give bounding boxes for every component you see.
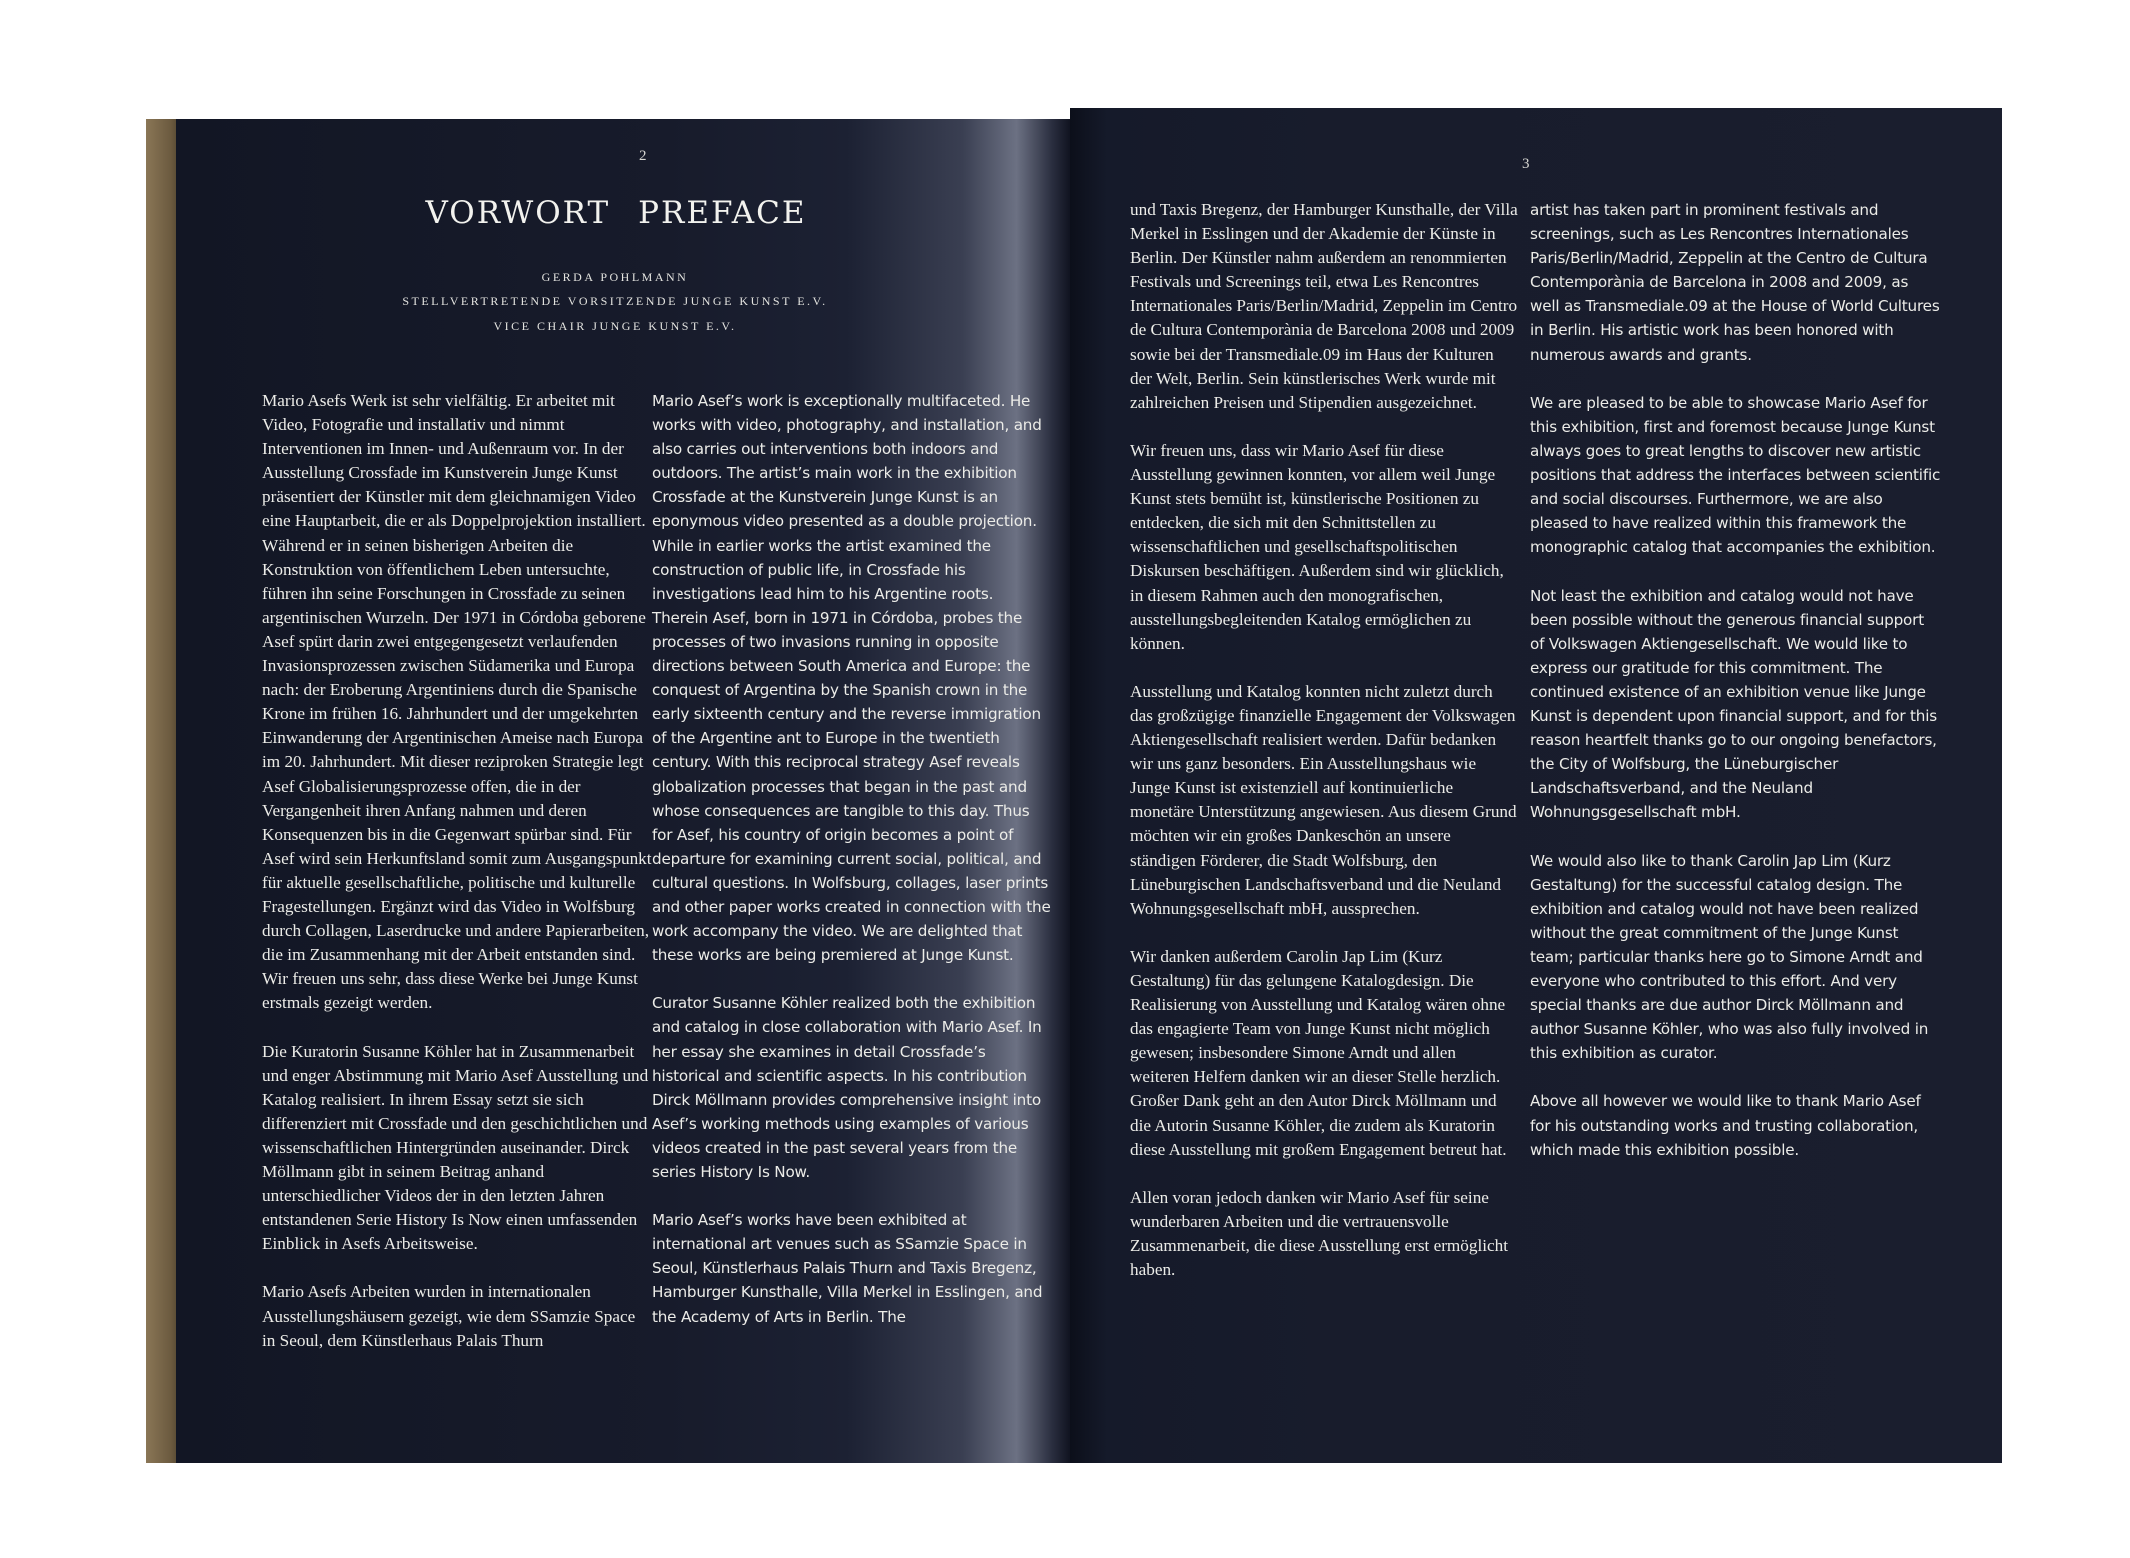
paragraph: Above all however we would like to thank Mario Asef for his outstanding works and trusting collaboration, which made this exhibition possible. <box>1530 1092 1921 1159</box>
paragraph: Mario Asefs Arbeiten wurden in internationalen Ausstellungshäusern gezeigt, wie dem SSamzie Space in Seoul, dem Künstlerhaus Palais Thurn <box>262 1282 636 1350</box>
page-number: 2 <box>639 148 647 164</box>
title-english: PREFACE <box>638 195 807 231</box>
paragraph: Ausstellung und Katalog konnten nicht zuletzt durch das großzügige finanzielle Engagement der Volkswagen Aktiengesellschaft realisiert werden. Dafür bedanken wir uns ganz besonders. Ein Ausstellungshaus wie Junge Kunst ist existenziell auf kontinuierliche monetäre Unterstützung angewiesen. Aus diesem Grund möchten wir ein großes Dankeschön an unsere ständigen Förderer, die Stadt Wolfsburg, den Lüneburgischen Landschaftsverband und die Neuland Wohnungsgesellschaft mbH, aussprechen. <box>1130 681 1517 918</box>
paragraph: Wir freuen uns, dass wir Mario Asef für diese Ausstellung gewinnen konnten, vor allem weil Junge Kunst stets bemüht ist, künstlerische Positionen zu entdecken, die sich mit den Schnittstellen zu wissenschaftlichen und gesellschaftspolitischen Diskursen beschäftigen. Außerdem sind wir glücklich, in diesem Rahmen auch den monografischen, ausstellungsbegleitenden Katalog ermöglichen zu können. <box>1130 440 1504 653</box>
paragraph: und Taxis Bregenz, der Hamburger Kunsthalle, der Villa Merkel in Esslingen und der Akademie der Künste in Berlin. Der Künstler nahm außerdem an renommierten Festivals und Screenings teil, etwa Les Rencontres Internationales Paris/Berlin/Madrid, Zeppelin im Centro de Cultura Contemporània de Barcelona 2008 und 2009 sowie bei der Transmediale.09 im Haus der Kulturen der Welt, Berlin. Sein künstlerisches Werk wurde mit zahlreichen Preisen und Stipendien ausgezeichnet. <box>1130 200 1518 412</box>
author-role-english: VICE CHAIR JUNGE KUNST E.V. <box>493 319 737 333</box>
paragraph: Allen voran jedoch danken wir Mario Asef für seine wunderbaren Arbeiten und die vertrauensvolle Zusammenarbeit, die diese Ausstellung erst ermöglicht haben. <box>1130 1187 1509 1280</box>
paragraph: Mario Asefs Werk ist sehr vielfältig. Er arbeitet mit Video, Fotografie und installativ und nimmt Interventionen im Innen- und Außenraum vor. In der Ausstellung Crossfade im Kunstverein Junge Kunst präsentiert der Künstler mit dem gleichnamigen Video eine Hauptarbeit, die er als Doppelprojektion installiert. Während er in seinen bisherigen Arbeiten die Konstruktion von öffentlichem Leben untersuchte, führen ihn seine Forschungen in Crossfade zu seinen argentinischen Wurzeln. Der 1971 in Córdoba geborene Asef spürt darin zwei entgegengesetzt verlaufenden Invasionsprozessen zwischen Südamerika und Europa nach: der Eroberung Argentiniens durch die Spanische Krone im frühen 16. Jahrhundert und der umgekehrten Einwanderung der Argentinischen Ameise nach Europa im 20. Jahrhundert. Mit dieser reziproken Strategie legt Asef Globalisierungsprozesse offen, die in der Vergangenheit ihren Anfang nahmen und deren Konsequenzen bis in die Gegenwart spürbar sind. Für Asef wird sein Herkunftsland somit zum Ausgangspunkt für aktuelle gesellschaftliche, politische und kulturelle Fragestellungen. Ergänzt wird das Video in Wolfsburg durch Collagen, Laserdrucke und andere Papierarbeiten, die im Zusammenhang mit der Arbeit entstanden sind. Wir freuen uns sehr, dass diese Werke bei Junge Kunst erstmals gezeigt werden. <box>262 391 652 1013</box>
right-page <box>1070 108 2002 1463</box>
paragraph: We would also like to thank Carolin Jap Lim (Kurz Gestaltung) for the successful catalog design. The exhibition and catalog would not have been realized without the great commitment of the Junge Kunst team; particular thanks here go to Simone Arndt and everyone who contributed to this effort. And very special thanks are due author Dirck Möllmann and author Susanne Köhler, who was also fully involved in this exhibition as curator. <box>1530 851 1929 1063</box>
paragraph: Mario Asef’s work is exceptionally multifaceted. He works with video, photography, and installation, and also carries out interventions both indoors and outdoors. The artist’s main work in the exhibition Crossfade at the Kunstverein Junge Kunst is an eponymous video presented as a double projection. While in earlier works the artist examined the construction of public life, in Crossfade his investigations lead him to his Argentine roots. Therein Asef, born in 1971 in Córdoba, probes the processes of two invasions running in opposite directions between South America and Europe: the conquest of Argentina by the Spanish crown in the early sixteenth century and the reverse immigration of the Argentine ant to Europe in the twentieth century. With this reciprocal strategy Asef reveals globalization processes that began in the past and whose consequences are tangible to this day. Thus for Asef, his country of origin becomes a point of departure for examining current social, political, and cultural questions. In Wolfsburg, collages, laser prints and other paper works created in connection with the work accompany the video. We are delighted that these works are being premiered at Junge Kunst. <box>652 392 1051 965</box>
author-name: GERDA POHLMANN <box>541 270 689 284</box>
author-role-german: STELLVERTRETENDE VORSITZENDE JUNGE KUNST E.V. <box>402 294 828 308</box>
page-title <box>169 195 1063 231</box>
german-column-right <box>1130 198 1518 1306</box>
paragraph: We are pleased to be able to showcase Mario Asef for this exhibition, first and foremost because Junge Kunst always goes to great lengths to discover new artistic positions that address the interfaces between scientific and social discourses. Furthermore, we are also pleased to have realized within this framework the monographic catalog that accompanies the exhibition. <box>1530 393 1941 557</box>
page-number: 3 <box>1522 156 1530 172</box>
paragraph: Die Kuratorin Susanne Köhler hat in Zusammenarbeit und enger Abstimmung mit Mario Asef Ausstellung und Katalog realisiert. In ihrem Essay setzt sie sich differenziert mit Crossfade und den geschichtlichen und wissenschaftlichen Hintergründen auseinander. Dirck Möllmann gibt in seinem Beitrag anhand unterschiedlicher Videos der in den letzten Jahren entstandenen Serie History Is Now einen umfassenden Einblick in Asefs Arbeitsweise. <box>262 1041 649 1254</box>
title-german: VORWORT <box>425 195 611 231</box>
left-page <box>176 119 1070 1463</box>
german-column-left <box>262 389 652 1377</box>
paragraph: artist has taken part in prominent festivals and screenings, such as Les Rencontres Internationales Paris/Berlin/Madrid, Zeppelin at the Centro de Cultura Contemporània de Barcelona in 2008 and 2009, as well as Transmediale.09 at the House of World Cultures in Berlin. His artistic work has been honored with numerous awards and grants. <box>1530 201 1940 364</box>
paragraph: Mario Asef’s works have been exhibited at international art venues such as SSamzie Space in Seoul, Künstlerhaus Palais Thurn and Taxis Bregenz, Hamburger Kunsthalle, Villa Merkel in Esslingen, and the Academy of Arts in Berlin. The <box>652 1211 1043 1326</box>
paragraph: Curator Susanne Köhler realized both the exhibition and catalog in close collaboration with Mario Asef. In her essay she examines in detail Crossfade’s historical and scientific aspects. In his contribution Dirck Möllmann provides comprehensive insight into Asef’s working methods using examples of various videos created in the past several years from the series History Is Now. <box>652 994 1042 1181</box>
english-column-right <box>1530 198 1942 1186</box>
english-column-left <box>652 389 1052 1353</box>
paragraph: Wir danken außerdem Carolin Jap Lim (Kurz Gestaltung) für das gelungene Katalogdesign. Die Realisierung von Ausstellung und Katalog wären ohne das engagierte Team von Junge Kunst nicht möglich gewesen; insbesondere Simone Arndt und allen weiteren Helfern danken wir an dieser Stelle herzlich. Großer Dank geht an den Autor Dirck Möllmann und die Autorin Susanne Köhler, die zudem als Kuratorin diese Ausstellung mit großem Engagement betreut hat. <box>1130 946 1507 1159</box>
paragraph: Not least the exhibition and catalog would not have been possible without the generous financial support of Volkswagen Aktiengesellschaft. We would like to express our gratitude for this commitment. The continued existence of an exhibition venue like Junge Kunst is dependent upon financial support, and for this reason heartfelt thanks go to our ongoing benefactors, the City of Wolfsburg, the Lüneburgischer Landschaftsverband, and the Neuland Wohnungsgesellschaft mbH. <box>1530 586 1937 822</box>
